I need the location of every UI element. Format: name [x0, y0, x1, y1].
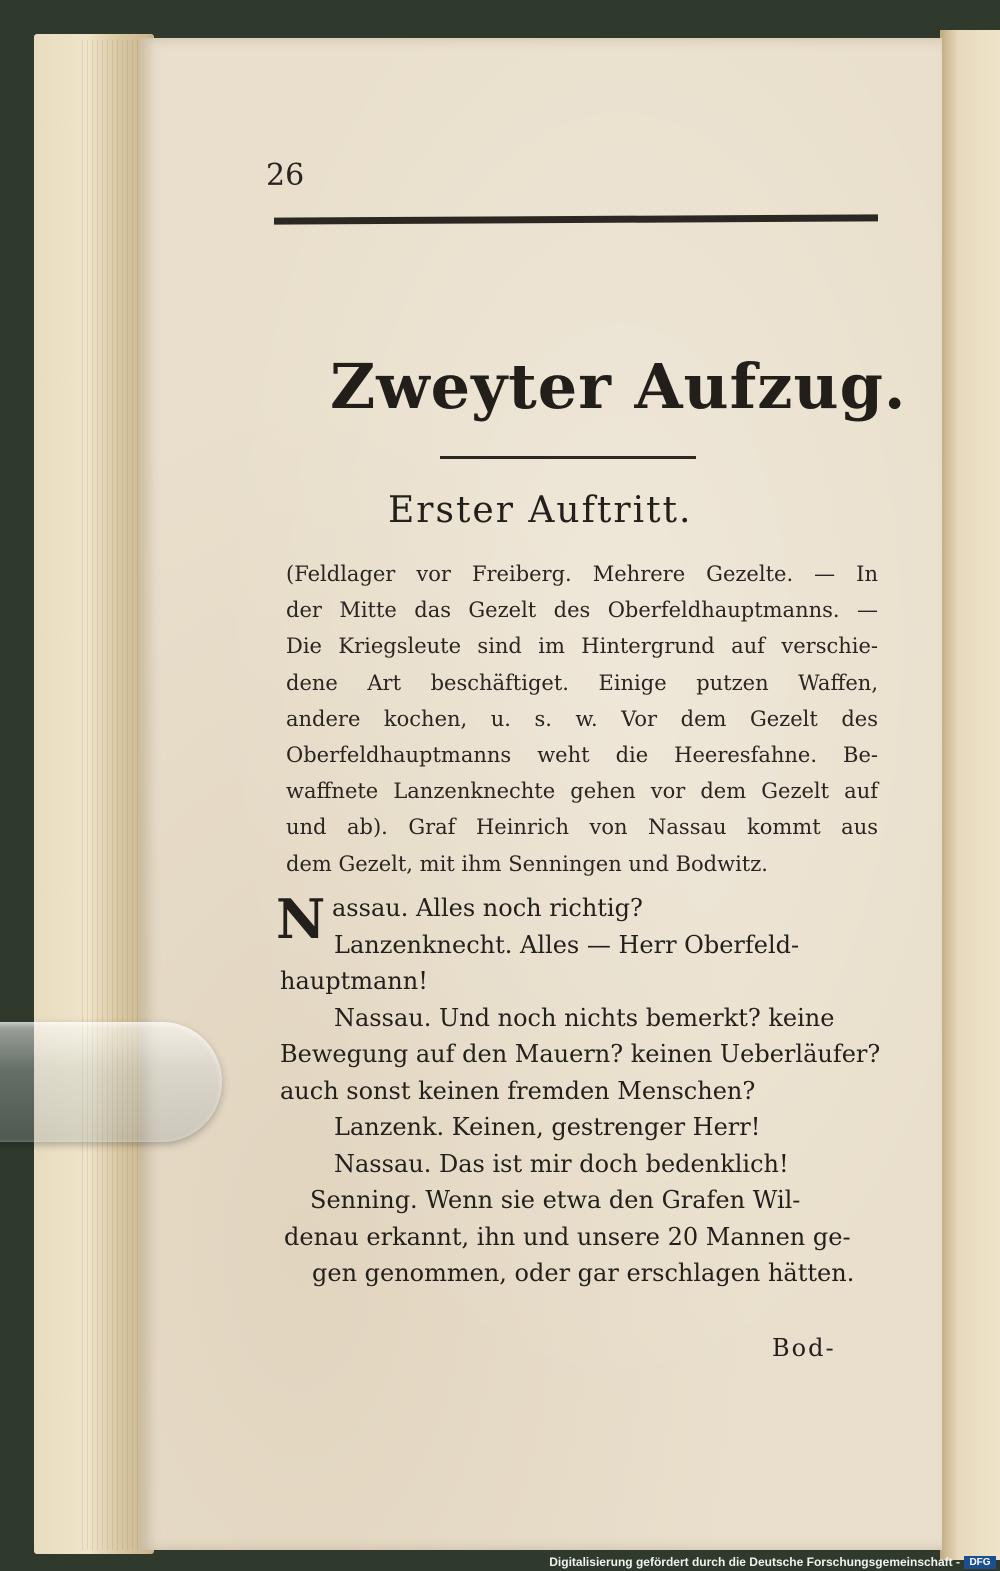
dialogue-line: hauptmann!: [280, 967, 428, 995]
drop-cap: N: [276, 887, 326, 951]
stage-line: der Mitte das Gezelt des Oberfeldhauptmanns. —: [286, 598, 878, 623]
stage-line: Oberfeldhauptmanns weht die Heeresfahne. Be-: [286, 743, 878, 768]
dialogue-line: assau. Alles noch richtig?: [332, 894, 643, 922]
stage-line: Die Kriegsleute sind im Hintergrund auf verschie-: [286, 634, 878, 659]
dialogue-line: Nassau. Das ist mir doch bedenklich!: [334, 1149, 789, 1178]
stage-direction: [286, 556, 878, 882]
scene-title: Erster Auftritt.: [388, 490, 693, 531]
stage-line: dene Art beschäftiget. Einige putzen Waffen,: [286, 670, 878, 695]
dialogue-line: auch sonst keinen fremden Menschen?: [280, 1076, 756, 1105]
dialogue-line: gen genommen, oder gar erschlagen hätten.: [312, 1259, 855, 1287]
dialogue-line: Lanzenk. Keinen, gestrenger Herr!: [334, 1113, 761, 1141]
stage-line: (Feldlager vor Freiberg. Mehrere Gezelte. — In: [286, 562, 878, 586]
catchword: Bod-: [772, 1334, 836, 1362]
page-number: 26: [266, 158, 305, 193]
stage-line: andere kochen, u. s. w. Vor dem Gezelt des: [286, 706, 878, 731]
dfg-logo: DFG: [964, 1556, 996, 1569]
stage-line: dem Gezelt, mit ihm Senningen und Bodwitz.: [286, 851, 768, 876]
glass-weight-holder: [0, 1022, 222, 1142]
title-divider: [440, 456, 696, 459]
dialogue-block: [276, 887, 881, 1292]
digitization-credit: Digitalisierung gefördert durch die Deutsche Forschungsgemeinschaft -: [549, 1555, 960, 1569]
page-stack-lines: [82, 40, 142, 1550]
dialogue-line: Nassau. Und noch nichts bemerkt? keine: [334, 1003, 835, 1032]
dialogue-line: Lanzenknecht. Alles — Herr Oberfeld-: [334, 930, 800, 959]
act-title: Zweyter Aufzug.: [330, 350, 907, 423]
dialogue-line: Senning. Wenn sie etwa den Grafen Wil-: [310, 1186, 801, 1214]
facing-page-edge: [940, 30, 1000, 1560]
dialogue-line: Bewegung auf den Mauern? keinen Ueberläufer?: [280, 1040, 881, 1068]
stage-line: und ab). Graf Heinrich von Nassau kommt aus: [286, 815, 878, 840]
stage-line: waffnete Lanzenknechte gehen vor dem Gezelt auf: [286, 779, 878, 804]
dialogue-line: denau erkannt, ihn und unsere 20 Mannen ge-: [284, 1222, 851, 1251]
